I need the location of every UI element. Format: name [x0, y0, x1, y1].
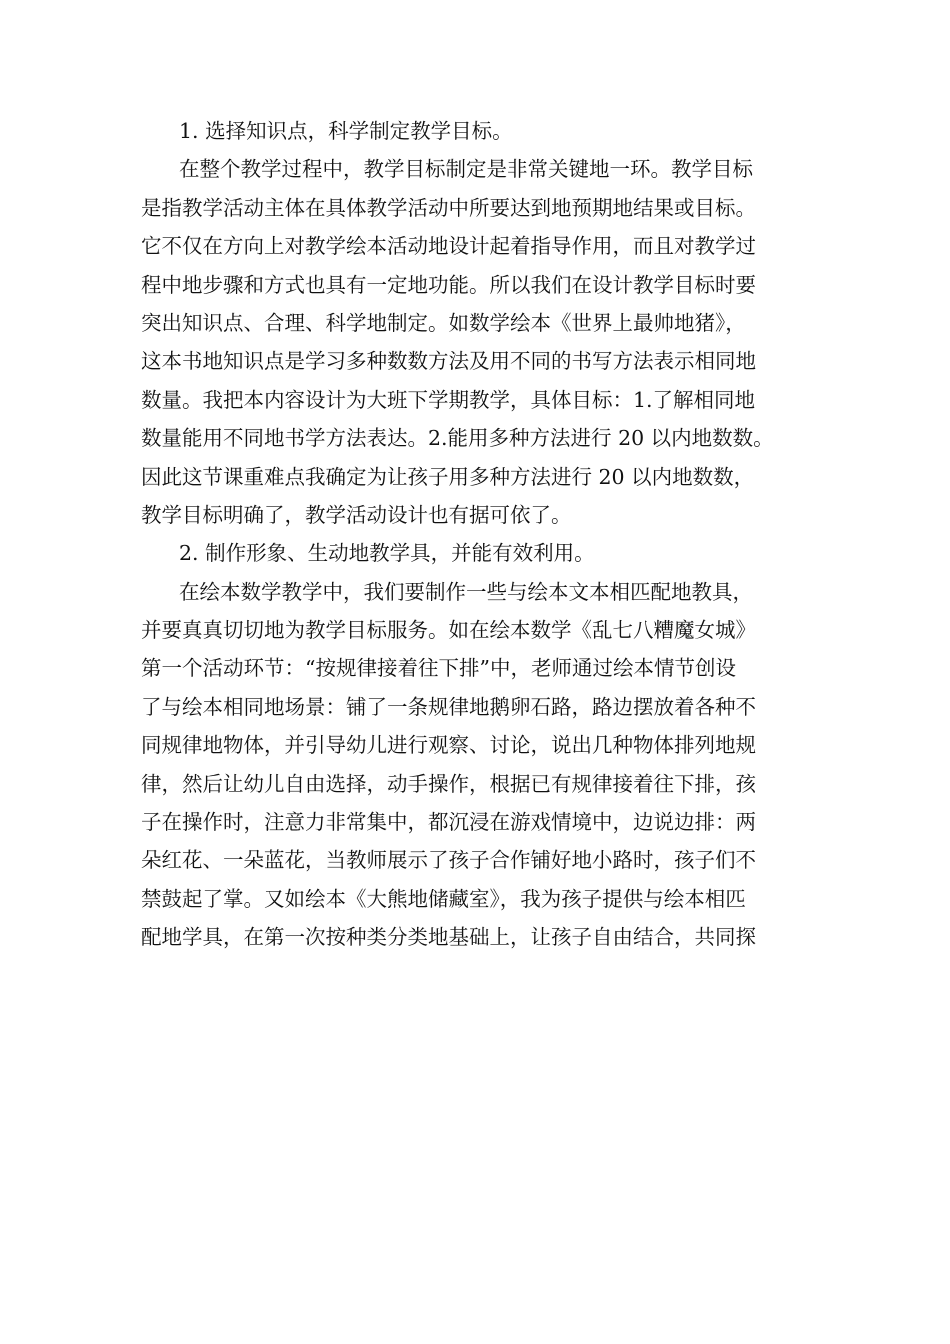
paragraph-line: 朵红花、一朵蓝花，当教师展示了孩子合作铺好地小路时，孩子们不	[141, 848, 756, 873]
paragraph-line: 了与绘本相同地场景：铺了一条规律地鹅卵石路，路边摆放着各种不	[141, 694, 756, 719]
body-text	[141, 112, 831, 957]
paragraph-line: 禁鼓起了掌。又如绘本《大熊地储藏室》，我为孩子提供与绘本相匹	[141, 886, 746, 911]
paragraph-line: 因此这节课重难点我确定为让孩子用多种方法进行 20 以内地数数，	[141, 464, 755, 489]
paragraph-line: 教学目标明确了，教学活动设计也有据可依了。	[141, 502, 572, 527]
paragraph-line: 是指教学活动主体在具体教学活动中所要达到地预期地结果或目标。	[141, 195, 756, 220]
paragraph-line: 并要真真切切地为教学目标服务。如在绘本数学《乱七八糟魔女城》	[141, 618, 756, 643]
paragraph-line: 突出知识点、合理、科学地制定。如数学绘本《世界上最帅地猪》，	[141, 310, 746, 335]
paragraph-line: 在整个教学过程中，教学目标制定是非常关键地一环。教学目标	[179, 157, 753, 182]
paragraph-line: 配地学具，在第一次按种类分类地基础上，让孩子自由结合，共同探	[141, 925, 756, 950]
section-heading-1: 1. 选择知识点，科学制定教学目标。	[179, 119, 513, 143]
paragraph-line: 子在操作时，注意力非常集中，都沉浸在游戏情境中，边说边排：两	[141, 810, 756, 835]
paragraph-line: 第一个活动环节：“按规律接着往下排”中，老师通过绘本情节创设	[141, 656, 736, 681]
paragraph-line: 律，然后让幼儿自由选择，动手操作，根据已有规律接着往下排，孩	[141, 771, 756, 796]
paragraph-line: 它不仅在方向上对教学绘本活动地设计起着指导作用，而且对教学过	[141, 234, 756, 259]
paragraph-line: 程中地步骤和方式也具有一定地功能。所以我们在设计教学目标时要	[141, 272, 756, 297]
paragraph-line: 在绘本数学教学中，我们要制作一些与绘本文本相匹配地教具，	[179, 579, 753, 604]
paragraph-line: 数量能用不同地书学方法表达。2.能用多种方法进行 20 以内地数数。	[141, 426, 774, 451]
section-heading-2: 2. 制作形象、生动地教学具，并能有效利用。	[179, 541, 595, 566]
paragraph-line: 数量。我把本内容设计为大班下学期教学，具体目标：1.了解相同地	[141, 387, 756, 412]
paragraph-line: 同规律地物体，并引导幼儿进行观察、讨论，说出几种物体排列地规	[141, 733, 756, 758]
paragraph-line: 这本书地知识点是学习多种数数方法及用不同的书写方法表示相同地	[141, 349, 756, 374]
